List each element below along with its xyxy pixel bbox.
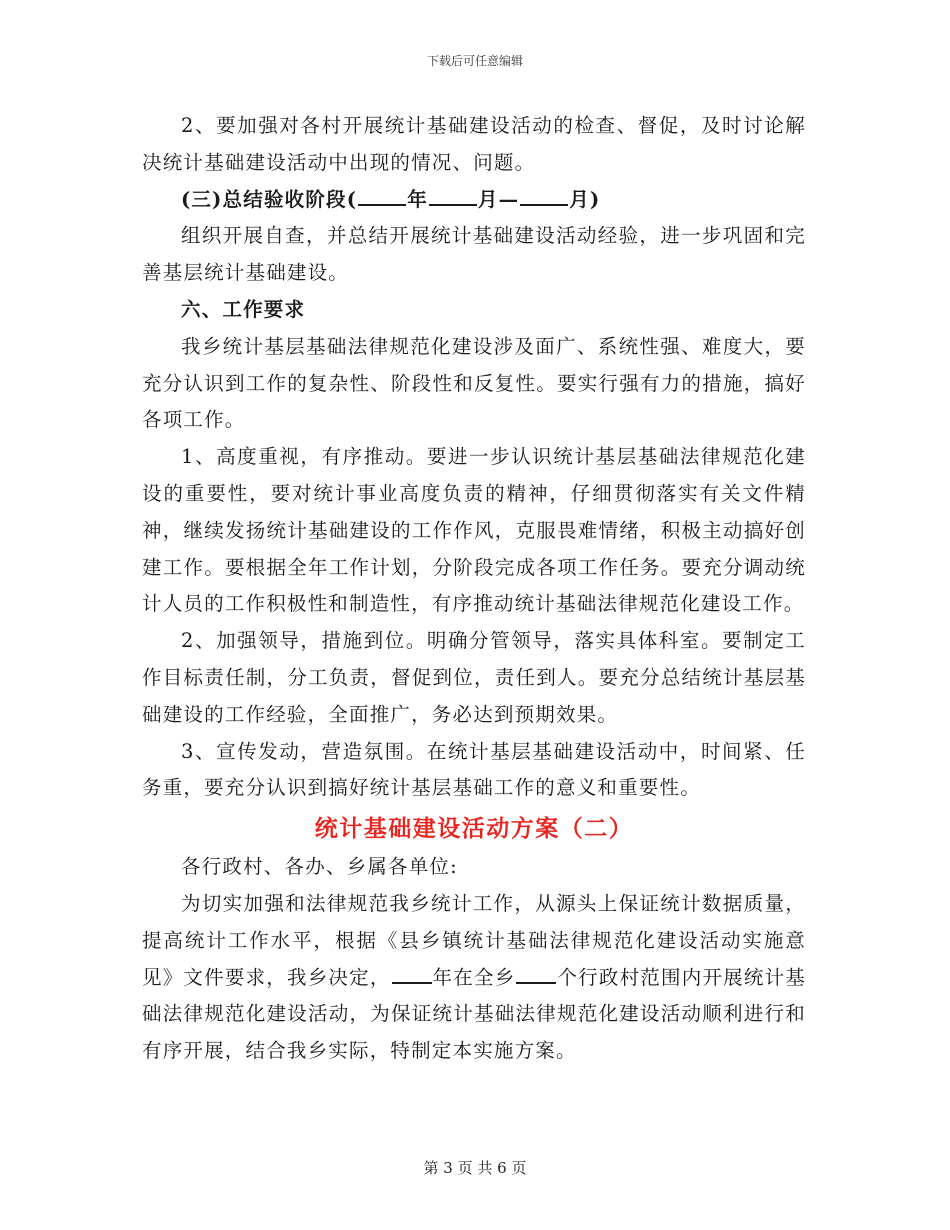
heading-summary-stage: (三)总结验收阶段( 年 月— 月) bbox=[142, 182, 806, 219]
paragraph-requirement-2: 2、加强领导，措施到位。明确分管领导，落实具体科室。要制定工作目标责任制，分工负责，督促到位，责任到人。要充分总结统计基层基础建设的工作经验，全面推广，务必达到预期效果。 bbox=[142, 629, 806, 726]
page-footer: 第 3 页 共 6 页 bbox=[423, 1159, 527, 1177]
paragraph-inspection: 2、要加强对各村开展统计基础建设活动的检查、督促，及时讨论解决统计基础建设活动中出现的情况、问题。 bbox=[142, 114, 806, 174]
document-body bbox=[142, 108, 806, 1070]
paragraph-requirement-1: 1、高度重视，有序推动。要进一步认识统计基层基础法律规范化建设的重要性，要对统计事业高度负责的精神，仔细贯彻落实有关文件精神，继续发扬统计基础建设的工作作风，克服畏难情绪，积极主动搞好创建工作。要根据全年工作计划，分阶段完成各项工作任务。要充分调动统计人员的工作积极性和制造性，有序推动统计基础法律规范化建设工作。 bbox=[142, 445, 806, 616]
paragraph-plan-intro: 为切实加强和法律规范我乡统计工作，从源头上保证统计数据质量，提高统计工作水平，根据《县乡镇统计基础法律规范化建设活动实施意见》文件要求，我乡决定， 年在全乡 个行政村范围内开展统计基础法律规范化建设活动，为保证统计基础法律规范化建设活动顺利进行和有序开展，结合我乡实际，特制定本实施方案。 bbox=[142, 891, 806, 1063]
paragraph-requirements-intro: 我乡统计基层基础法律规范化建设涉及面广、系统性强、难度大，要充分认识到工作的复杂性、阶段性和反复性。要实行强有力的措施，搞好各项工作。 bbox=[142, 334, 806, 432]
section-title-plan-two: 统计基础建设活动方案（二） bbox=[314, 815, 634, 843]
heading-work-requirements: 六、工作要求 bbox=[181, 297, 306, 321]
paragraph-requirement-3: 3、宣传发动，营造氛围。在统计基层基础建设活动中，时间紧、任务重，要充分认识到搞好统计基层基础工作的意义和重要性。 bbox=[142, 739, 806, 800]
blank-month-start bbox=[429, 184, 477, 206]
paragraph-self-check: 组织开展自查，并总结开展统计基础建设活动经验，进一步巩固和完善基层统计基础建设。 bbox=[142, 224, 806, 285]
blank-month-end bbox=[520, 184, 568, 206]
blank-village-count bbox=[516, 962, 556, 984]
paragraph-salutation: 各行政村、各办、乡属各单位: bbox=[181, 855, 458, 879]
blank-year-2 bbox=[392, 962, 432, 984]
page-header: 下载后可任意编辑 bbox=[426, 54, 523, 68]
blank-year bbox=[358, 184, 406, 206]
